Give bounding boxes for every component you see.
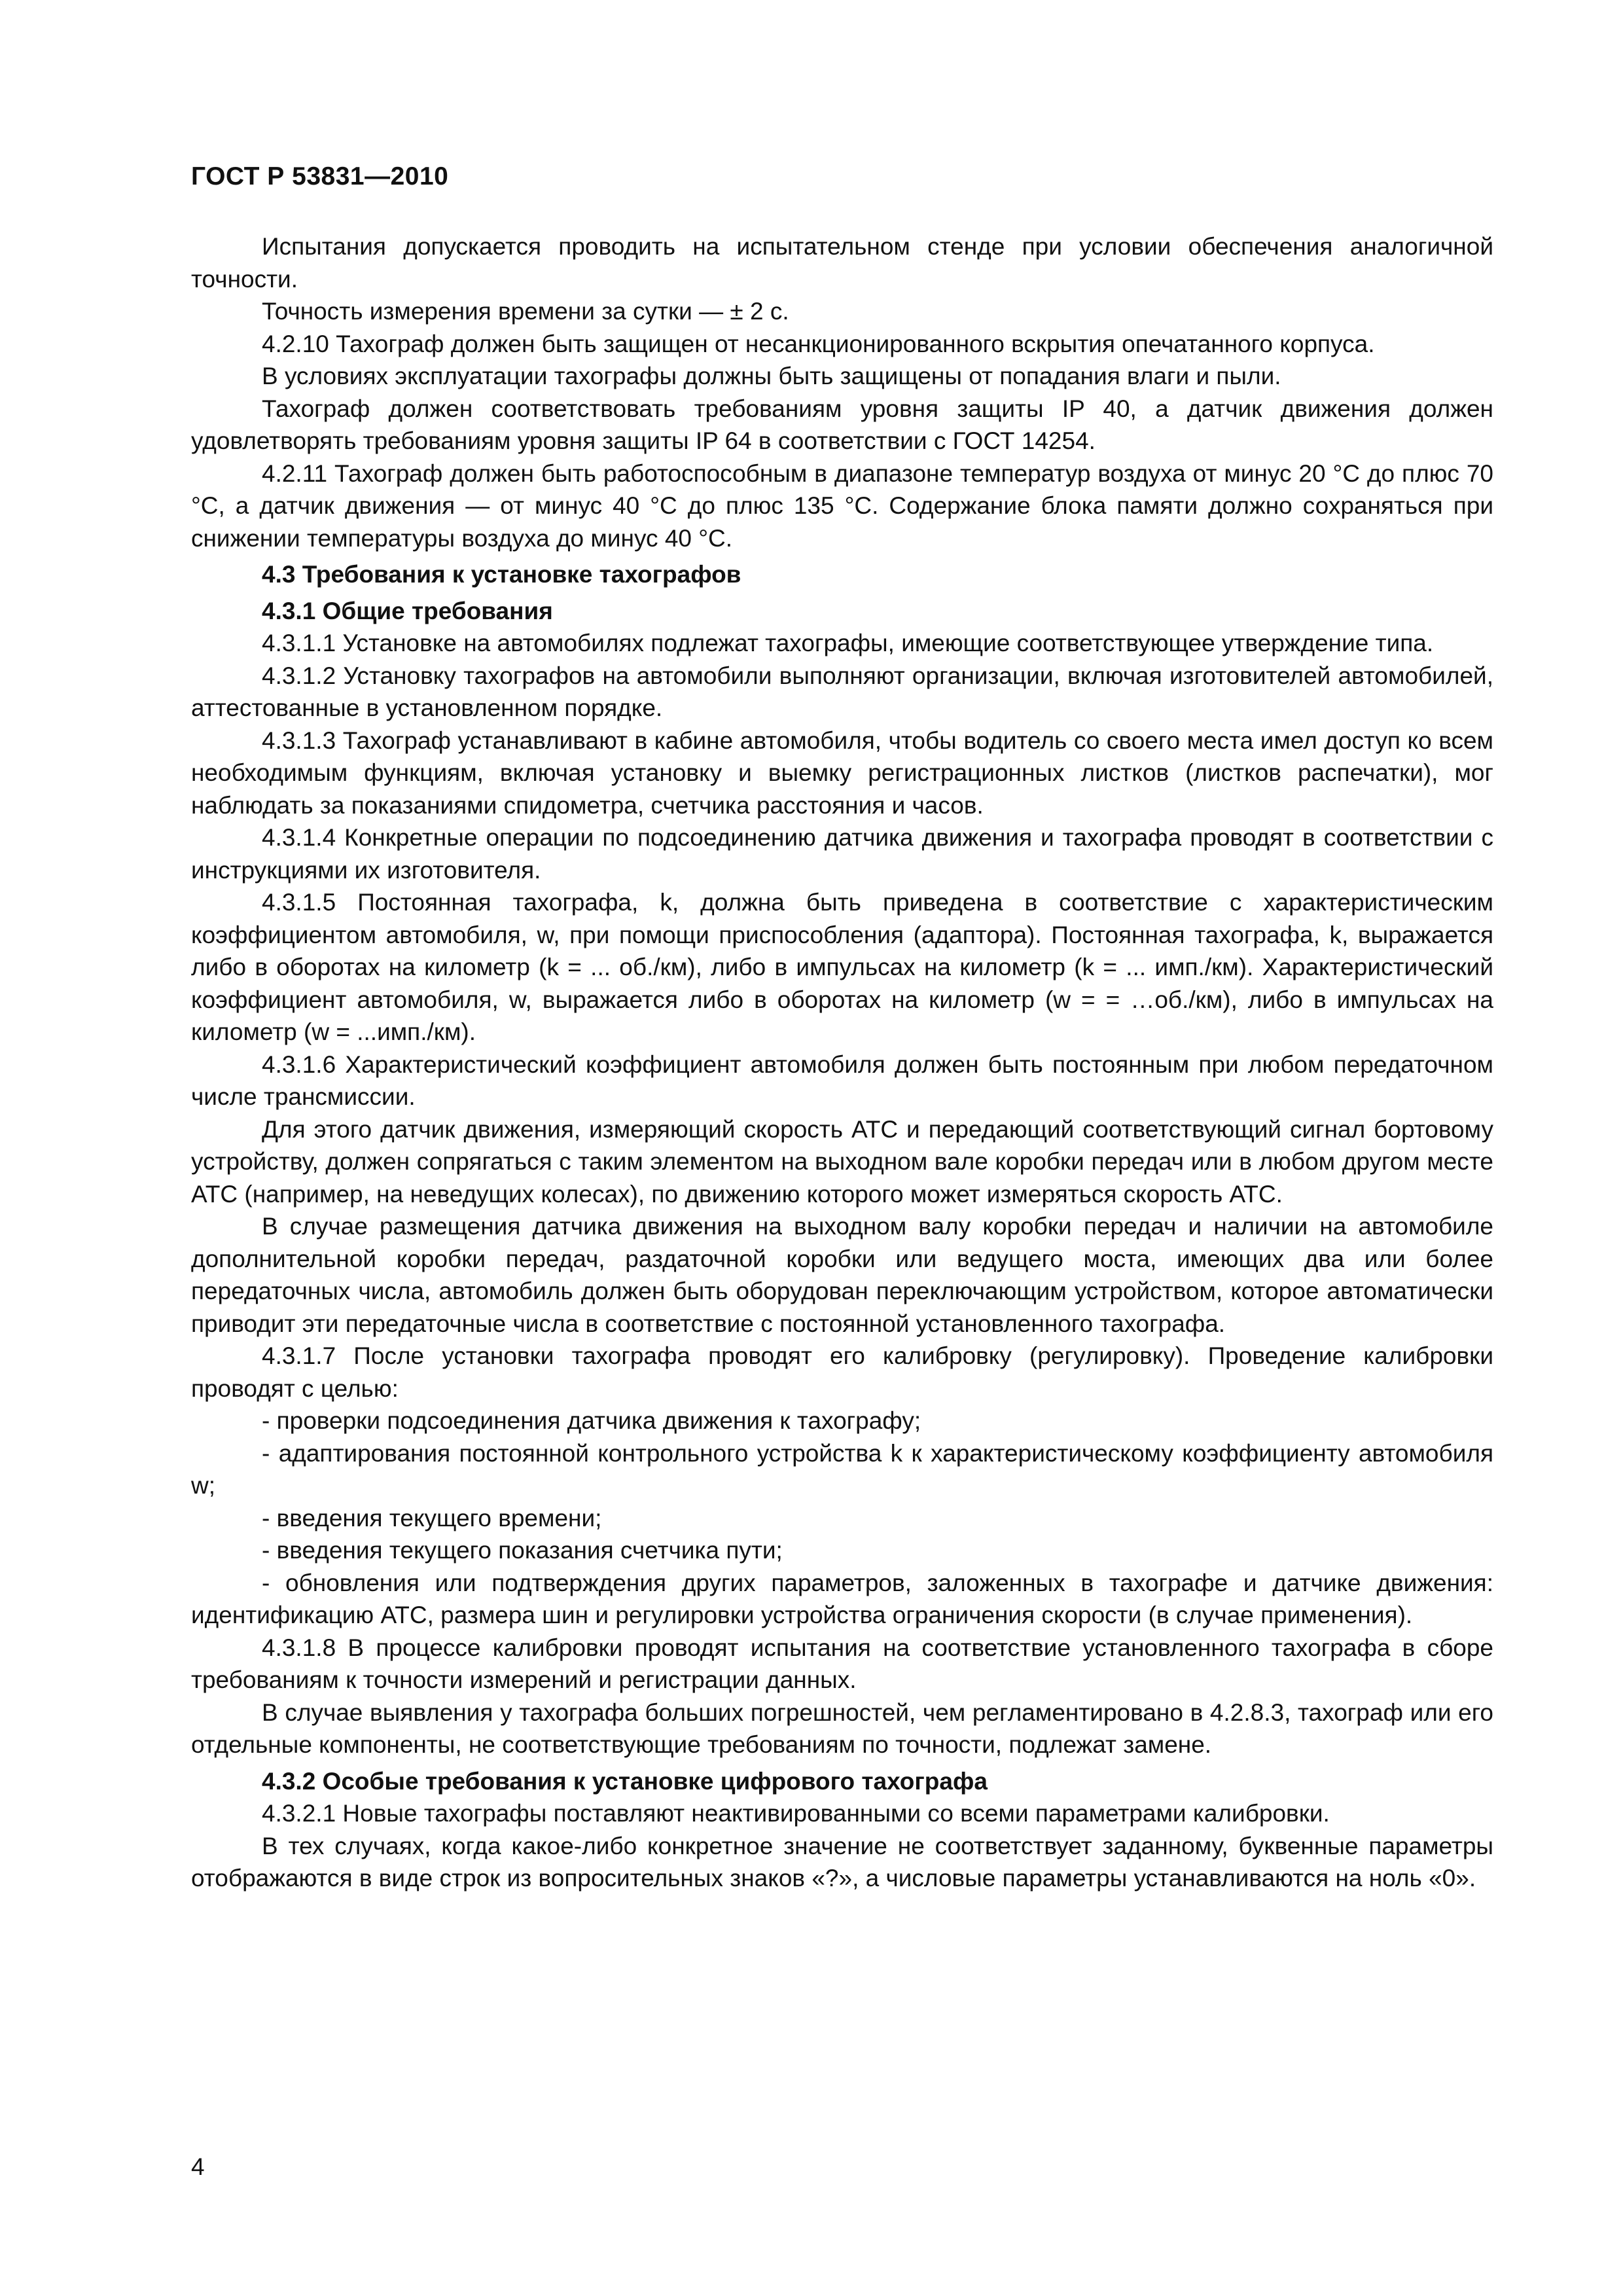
paragraph: 4.3.2.1 Новые тахографы поставляют неактивированными со всеми параметрами калибровки. [262, 1800, 1330, 1827]
paragraph: В условиях эксплуатации тахографы должны быть защищены от попадания влаги и пыли. [262, 363, 1281, 389]
page-number: 4 [191, 2153, 205, 2180]
paragraph: 4.2.10 Тахограф должен быть защищен от несанкционированного вскрытия опечатанного корпуса. [262, 330, 1375, 357]
paragraph: 4.3.1.7 После установки тахографа проводят его калибровку (регулировку). Проведение калибровки проводят с целью: [191, 1342, 1493, 1402]
subsection-heading: 4.3.2 Особые требования к установке цифрового тахографа [262, 1767, 988, 1795]
paragraph: В тех случаях, когда какое-либо конкретное значение не соответствует заданному, буквенные параметры отображаются в виде строк из вопросительных знаков «?», а числовые параметры устанавливаются на ноль «0». [191, 1832, 1493, 1892]
paragraph: Точность измерения времени за сутки — ± 2 с. [262, 298, 789, 325]
paragraph: 4.3.1.2 Установку тахографов на автомобили выполняют организации, включая изготовителей автомобилей, аттестованные в установленном порядке. [191, 662, 1493, 721]
paragraph: 4.3.1.3 Тахограф устанавливают в кабине автомобиля, чтобы водитель со своего места имел доступ ко всем необходимым функциям, включая установку и выемку регистрационных листков (листков распечатки), мог наблюдать за показаниями спидометра, счетчика расстояния и часов. [191, 726, 1493, 819]
list-item: - адаптирования постоянной контрольного устройства k к характеристическому коэффициенту автомобиля w; [191, 1439, 1493, 1499]
section-heading: 4.3 Требования к установке тахографов [262, 561, 741, 588]
list-item: - обновления или подтверждения других параметров, заложенных в тахографе и датчике движения: идентификацию АТС, размера шин и регулировки устройства ограничения скорости (в случае применения). [191, 1569, 1493, 1628]
paragraph: Испытания допускается проводить на испытательном стенде при условии обеспечения аналогичной точности. [191, 233, 1493, 293]
paragraph: 4.3.1.5 Постоянная тахографа, k, должна быть приведена в соответствие с характеристическим коэффициентом автомобиля, w, при помощи приспособления (адаптора). Постоянная тахографа, k, выражается либо в оборотах на километр (k = ... об./км), либо в импульсах на километр (k = ... имп./км). Характеристический коэффициент автомобиля, w, выражается либо в оборотах на километр (w = = …об./км), либо в импульсах на километр (w = ...имп./км). [191, 889, 1493, 1045]
paragraph: В случае размещения датчика движения на выходном валу коробки передач и наличии на автомобиле дополнительной коробки передач, раздаточной коробки или ведущего моста, имеющих два или более передаточных числа, автомобиль должен быть оборудован переключающим устройством, которое автоматически приводит эти передаточные числа в соответствие с постоянной установленного тахографа. [191, 1213, 1493, 1337]
list-item: - проверки подсоединения датчика движения к тахографу; [262, 1407, 921, 1434]
paragraph: Для этого датчик движения, измеряющий скорость АТС и передающий соответствующий сигнал бортовому устройству, должен сопрягаться с таким элементом на выходном вале коробки передач или в любом другом месте АТС (например, на неведущих колесах), по движению которого может измеряться скорость АТС. [191, 1115, 1493, 1208]
paragraph: 4.3.1.4 Конкретные операции по подсоединению датчика движения и тахографа проводят в соответствии с инструкциями их изготовителя. [191, 824, 1493, 884]
paragraph: В случае выявления у тахографа больших погрешностей, чем регламентировано в 4.2.8.3, тахограф или его отдельные компоненты, не соответствующие требованиям по точности, подлежат замене. [191, 1698, 1493, 1758]
subsection-heading: 4.3.1 Общие требования [262, 597, 553, 624]
paragraph: 4.3.1.6 Характеристический коэффициент автомобиля должен быть постоянным при любом передаточном числе трансмиссии. [191, 1050, 1493, 1110]
paragraph: 4.3.1.8 В процессе калибровки проводят испытания на соответствие установленного тахографа в сборе требованиям к точности измерений и регистрации данных. [191, 1634, 1493, 1693]
paragraph: 4.3.1.1 Установке на автомобилях подлежат тахографы, имеющие соответствующее утверждение типа. [262, 630, 1434, 656]
document-code: ГОСТ Р 53831—2010 [191, 162, 449, 190]
paragraph: Тахограф должен соответствовать требованиям уровня защиты IP 40, а датчик движения должен удовлетворять требованиям уровня защиты IP 64 в соответствии с ГОСТ 14254. [191, 395, 1493, 454]
paragraph: 4.2.11 Тахограф должен быть работоспособным в диапазоне температур воздуха от минус 20 °С до плюс 70 °С, а датчик движения — от минус 40 °С до плюс 135 °С. Содержание блока памяти должно сохраняться при снижении температуры воздуха до минус 40 °С. [191, 459, 1493, 552]
list-item: - введения текущего показания счетчика пути; [262, 1537, 783, 1564]
document-body [191, 230, 1493, 1895]
list-item: - введения текущего времени; [262, 1504, 602, 1532]
